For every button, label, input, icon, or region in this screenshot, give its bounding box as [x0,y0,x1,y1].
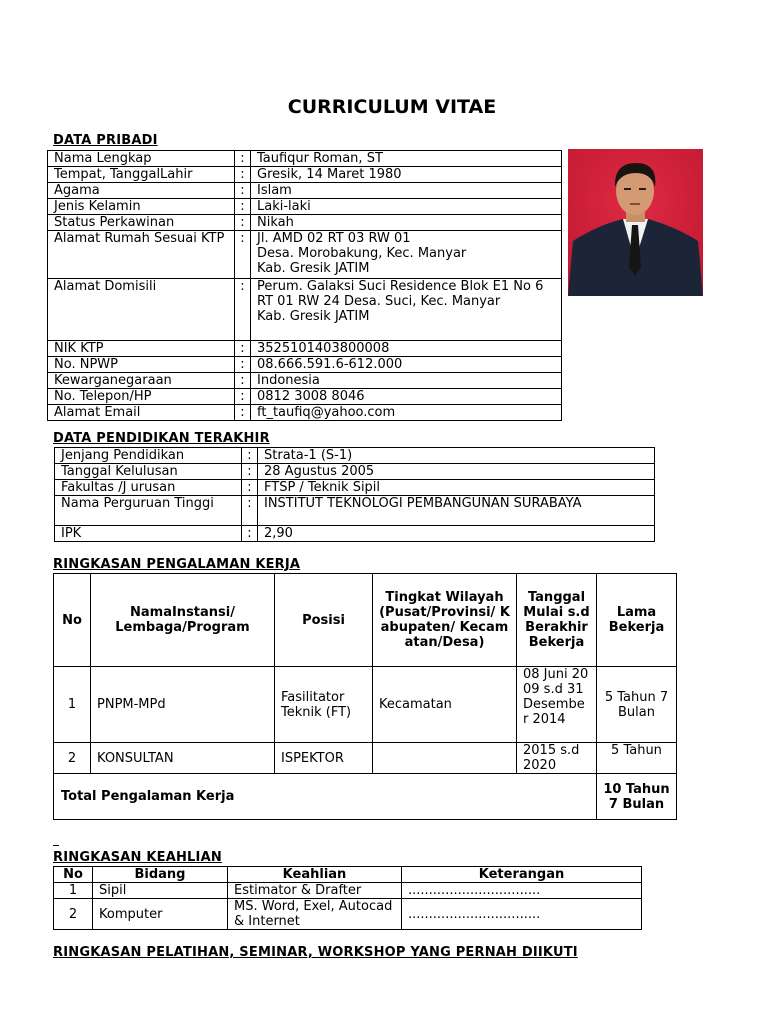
field-label: Agama [48,183,235,199]
field-label: Jenjang Pendidikan [55,448,242,464]
table-row [55,448,655,464]
page-title: CURRICULUM VITAE [287,96,497,118]
total-row [54,774,677,820]
field-label: Alamat Domisili [48,279,235,341]
section-heading-data-pribadi: DATA PRIBADI [53,133,158,148]
field-colon: : [242,448,258,464]
cell-posisi: Fasilitator Teknik (FT) [275,667,373,743]
field-label: Kewarganegaraan [48,373,235,389]
field-colon: : [235,357,251,373]
section-heading-keahlian: RINGKASAN KEAHLIAN [53,850,222,865]
field-label: Tanggal Kelulusan [55,464,242,480]
section-heading-pelatihan: RINGKASAN PELATIHAN, SEMINAR, WORKSHOP YANG PERNAH DIIKUTI [53,945,578,960]
cell-tanggal: 08 Juni 2009 s.d 31 Desember 2014 [517,667,597,743]
field-label: Tempat, TanggalLahir [48,167,235,183]
header-no: No [54,574,91,667]
field-colon: : [242,496,258,526]
table-row [48,199,562,215]
field-value: Strata-1 (S-1) [258,448,655,464]
table-row [48,405,562,421]
field-label: Fakultas /J urusan [55,480,242,496]
work-experience-table [53,573,677,820]
field-label: Alamat Rumah Sesuai KTP [48,231,235,279]
field-label: Alamat Email [48,405,235,421]
header-no: No [54,867,93,883]
header-tanggal: TanggalMulai s.d BerakhirBekerja [517,574,597,667]
cell-lama: 5 Tahun [597,743,677,774]
header-instansi: NamaInstansi/ Lembaga/Program [91,574,275,667]
field-label: Status Perkawinan [48,215,235,231]
field-value: 0812 3008 8046 [251,389,562,405]
cell-instansi: PNPM-MPd [91,667,275,743]
stray-mark [53,845,59,846]
cell-wilayah [373,743,517,774]
cell-lama: 5 Tahun 7 Bulan [597,667,677,743]
field-colon: : [235,231,251,279]
cell-no: 1 [54,667,91,743]
field-value: 2,90 [258,526,655,542]
cell-keahlian: Estimator & Drafter [228,883,402,899]
table-row [55,496,655,526]
table-row [48,341,562,357]
field-colon: : [235,199,251,215]
field-colon: : [235,151,251,167]
table-row [54,899,642,930]
field-colon: : [242,480,258,496]
table-row [48,373,562,389]
field-colon: : [235,279,251,341]
table-row [48,389,562,405]
cell-no: 2 [54,899,93,930]
field-value: INSTITUT TEKNOLOGI PEMBANGUNAN SURABAYA [258,496,655,526]
section-heading-pengalaman: RINGKASAN PENGALAMAN KERJA [53,557,301,572]
field-label: No. Telepon/HP [48,389,235,405]
field-value: Indonesia [251,373,562,389]
field-value: Laki-laki [251,199,562,215]
table-row [48,279,562,341]
total-value: 10 Tahun 7 Bulan [597,774,677,820]
table-row [55,526,655,542]
field-colon: : [242,526,258,542]
table-row [48,183,562,199]
field-value: 08.666.591.6-612.000 [251,357,562,373]
field-label: No. NPWP [48,357,235,373]
table-row [54,667,677,743]
header-keahlian: Keahlian [228,867,402,883]
field-colon: : [235,405,251,421]
field-colon: : [235,183,251,199]
header-wilayah: Tingkat Wilayah (Pusat/Provinsi/ Kabupaten/ Kecamatan/Desa) [373,574,517,667]
field-value: Perum. Galaksi Suci Residence Blok E1 No 6 RT 01 RW 24 Desa. Suci, Kec. Manyar Kab. Gresik JATIM [251,279,562,341]
field-value: 3525101403800008 [251,341,562,357]
field-colon: : [235,389,251,405]
field-value: 28 Agustus 2005 [258,464,655,480]
table-row [48,215,562,231]
table-row [54,743,677,774]
field-colon: : [235,373,251,389]
field-value: Taufiqur Roman, ST [251,151,562,167]
field-label: Nama Lengkap [48,151,235,167]
cell-no: 1 [54,883,93,899]
table-row [55,480,655,496]
skills-table [53,866,642,930]
profile-photo [568,149,703,296]
header-posisi: Posisi [275,574,373,667]
field-value: FTSP / Teknik Sipil [258,480,655,496]
cell-keterangan: ................................ [402,899,642,930]
field-value: Jl. AMD 02 RT 03 RW 01 Desa. Morobakung, Kec. Manyar Kab. Gresik JATIM [251,231,562,279]
table-row [54,883,642,899]
education-table [54,447,655,542]
cell-bidang: Komputer [93,899,228,930]
section-heading-pendidikan: DATA PENDIDIKAN TERAKHIR [53,431,270,446]
personal-data-table [47,150,562,421]
cell-keahlian: MS. Word, Exel, Autocad & Internet [228,899,402,930]
field-value: Nikah [251,215,562,231]
table-row [48,151,562,167]
cell-keterangan: ................................ [402,883,642,899]
field-value: Gresik, 14 Maret 1980 [251,167,562,183]
field-label: IPK [55,526,242,542]
header-keterangan: Keterangan [402,867,642,883]
field-colon: : [235,215,251,231]
field-value: Islam [251,183,562,199]
header-bidang: Bidang [93,867,228,883]
cell-instansi: KONSULTAN [91,743,275,774]
field-colon: : [242,464,258,480]
cell-no: 2 [54,743,91,774]
cell-bidang: Sipil [93,883,228,899]
table-row [48,231,562,279]
portrait-image [568,149,703,296]
field-colon: : [235,341,251,357]
total-label: Total Pengalaman Kerja [54,774,597,820]
field-label: NIK KTP [48,341,235,357]
cell-posisi: ISPEKTOR [275,743,373,774]
field-value: ft_taufiq@yahoo.com [251,405,562,421]
field-label: Jenis Kelamin [48,199,235,215]
table-row [55,464,655,480]
field-colon: : [235,167,251,183]
table-row [48,357,562,373]
field-label: Nama Perguruan Tinggi [55,496,242,526]
header-lama: Lama Bekerja [597,574,677,667]
table-row [48,167,562,183]
cell-wilayah: Kecamatan [373,667,517,743]
cell-tanggal: 2015 s.d 2020 [517,743,597,774]
